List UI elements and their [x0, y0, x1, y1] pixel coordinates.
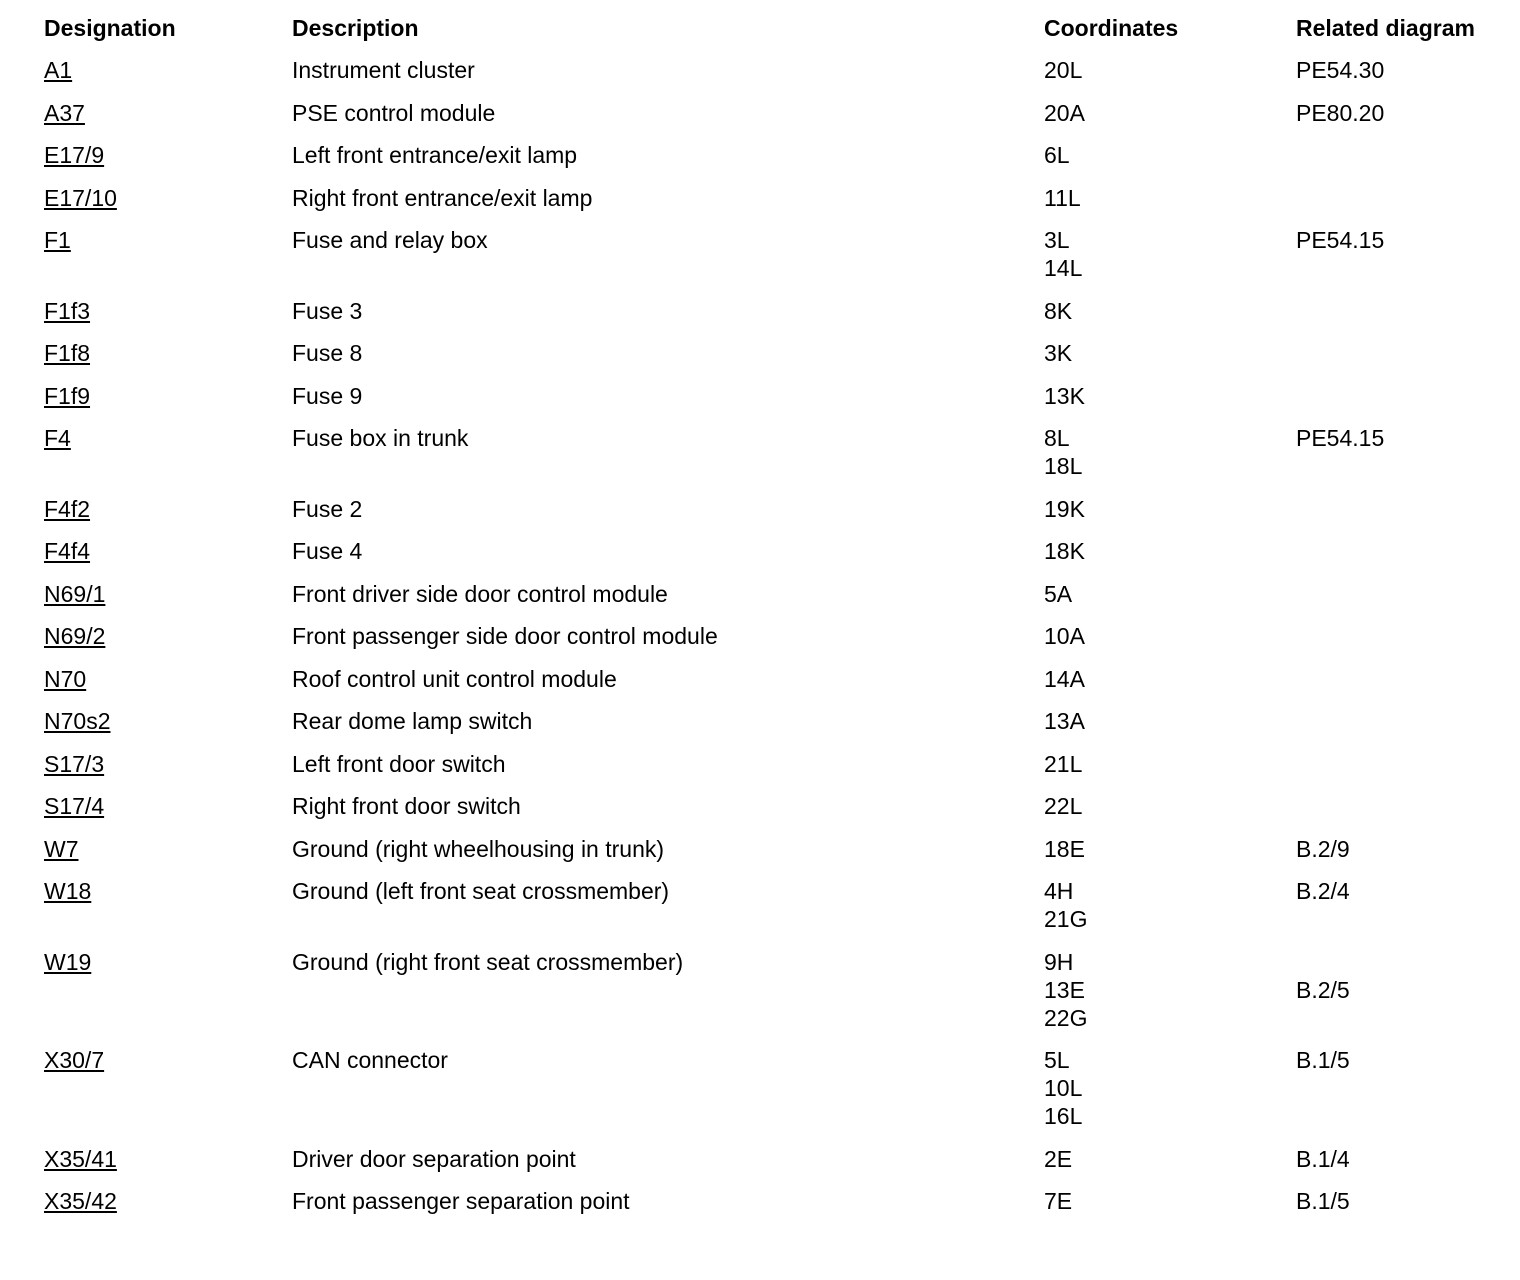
- designation-link[interactable]: X35/42: [44, 1188, 117, 1214]
- related-diagram-cell: [1296, 877, 1514, 948]
- description-cell: Ground (right front seat crossmember): [292, 948, 684, 975]
- related-diagram-cell: [1296, 339, 1514, 382]
- designation-cell: [44, 424, 292, 495]
- designation-link[interactable]: N69/1: [44, 580, 106, 607]
- related-diagram-value: [1296, 707, 1514, 735]
- coordinate-value: 22L: [1044, 793, 1083, 819]
- header-row: [44, 14, 1514, 56]
- related-diagram-value: [1296, 750, 1514, 778]
- designation-cell: [44, 226, 292, 297]
- related-diagram-value: [1296, 905, 1514, 933]
- designation-link[interactable]: A1: [44, 57, 73, 83]
- related-diagram-value: [1296, 622, 1514, 650]
- related-diagram-cell: [1296, 297, 1514, 340]
- designation-cell: [44, 948, 292, 1047]
- table-row: [44, 622, 1514, 665]
- related-diagram-value: B.1/4: [1296, 1145, 1350, 1172]
- related-diagram-cell: [1296, 424, 1514, 495]
- designation-link[interactable]: N69/2: [44, 623, 106, 649]
- coordinate-value: 20A: [1044, 99, 1085, 126]
- description-cell: Fuse 3: [292, 297, 363, 324]
- related-diagram-cell: [1296, 495, 1514, 538]
- coordinate-value: 18L: [1044, 453, 1083, 479]
- legend-body: [44, 56, 1514, 1230]
- coordinate-value: 4H: [1044, 878, 1074, 904]
- coordinates-cell: [1044, 707, 1296, 750]
- description-cell: Fuse and relay box: [292, 227, 488, 253]
- coordinate-value: 18K: [1044, 538, 1085, 564]
- related-diagram-cell: [1296, 1145, 1514, 1188]
- designation-link[interactable]: F4: [44, 425, 71, 451]
- table-row: [44, 297, 1514, 340]
- related-diagram-cell: [1296, 835, 1514, 878]
- description-cell: Left front door switch: [292, 750, 506, 777]
- related-diagram-cell: [1296, 141, 1514, 184]
- designation-cell: [44, 297, 292, 340]
- coordinate-value: 11L: [1044, 184, 1081, 211]
- description-cell: Front driver side door control module: [292, 580, 668, 607]
- coordinates-cell: [1044, 424, 1296, 495]
- coordinates-header: Coordinates: [1044, 15, 1179, 41]
- coordinate-value: 22G: [1044, 1004, 1088, 1031]
- designation-cell: [44, 580, 292, 623]
- coordinates-cell: [1044, 750, 1296, 793]
- designation-cell: [44, 56, 292, 99]
- designation-cell: [44, 339, 292, 382]
- coordinates-cell: [1044, 382, 1296, 425]
- coordinate-value: 18E: [1044, 835, 1085, 862]
- coordinate-value: 19K: [1044, 495, 1085, 522]
- designation-link[interactable]: F1f8: [44, 340, 91, 366]
- coordinate-value: 21G: [1044, 906, 1088, 932]
- designation-link[interactable]: F1: [44, 227, 71, 253]
- designation-cell: [44, 792, 292, 835]
- coordinates-cell: [1044, 877, 1296, 948]
- designation-cell: [44, 1145, 292, 1188]
- related-diagram-value: B.2/4: [1296, 878, 1350, 904]
- coordinates-cell: [1044, 537, 1296, 580]
- coordinate-value: 20L: [1044, 57, 1083, 83]
- designation-cell: [44, 537, 292, 580]
- designation-cell: [44, 750, 292, 793]
- related-diagram-cell: [1296, 580, 1514, 623]
- related-diagram-cell: [1296, 382, 1514, 425]
- description-cell: Fuse 8: [292, 340, 363, 366]
- related-diagram-value: [1296, 382, 1514, 410]
- related-diagram-value: [1296, 1102, 1514, 1130]
- related-diagram-value: PE54.15: [1296, 425, 1385, 451]
- related-diagram-value: [1296, 1004, 1514, 1032]
- description-cell: Right front entrance/exit lamp: [292, 184, 593, 211]
- description-cell: Ground (left front seat crossmember): [292, 878, 670, 904]
- designation-link[interactable]: F4f2: [44, 495, 91, 522]
- related-diagram-cell: [1296, 707, 1514, 750]
- related-diagram-value: PE80.20: [1296, 99, 1385, 126]
- table-row: [44, 792, 1514, 835]
- coordinate-value: 13A: [1044, 708, 1085, 734]
- designation-link[interactable]: N70: [44, 665, 87, 692]
- table-row: [44, 382, 1514, 425]
- table-row: [44, 707, 1514, 750]
- table-row: [44, 1046, 1514, 1145]
- coordinates-cell: [1044, 495, 1296, 538]
- related-diagram-cell: [1296, 750, 1514, 793]
- table-row: [44, 948, 1514, 1047]
- designation-cell: [44, 99, 292, 142]
- description-cell: Fuse 9: [292, 382, 363, 409]
- description-cell: Ground (right wheelhousing in trunk): [292, 835, 665, 862]
- designation-header: Designation: [44, 15, 176, 41]
- coordinates-cell: [1044, 339, 1296, 382]
- designation-cell: [44, 141, 292, 184]
- related-diagram-cell: [1296, 1187, 1514, 1230]
- table-row: [44, 339, 1514, 382]
- coordinates-cell: [1044, 1187, 1296, 1230]
- related-diagram-value: PE54.15: [1296, 227, 1385, 253]
- designation-link[interactable]: E17/10: [44, 184, 117, 211]
- coordinate-value: 14A: [1044, 665, 1085, 692]
- related-diagram-cell: [1296, 665, 1514, 708]
- related-diagram-value: [1296, 948, 1514, 976]
- description-header: Description: [292, 15, 419, 41]
- table-row: [44, 495, 1514, 538]
- designation-cell: [44, 665, 292, 708]
- coordinate-value: 16L: [1044, 1103, 1083, 1129]
- related-diagram-value: [1296, 141, 1514, 169]
- designation-link[interactable]: F1f3: [44, 297, 91, 324]
- coordinate-value: 9H: [1044, 948, 1074, 975]
- table-row: [44, 580, 1514, 623]
- table-row: [44, 877, 1514, 948]
- table-row: [44, 141, 1514, 184]
- coordinates-cell: [1044, 835, 1296, 878]
- table-row: [44, 424, 1514, 495]
- related-diagram-value: [1296, 339, 1514, 367]
- related-diagram-cell: [1296, 226, 1514, 297]
- related-diagram-value: PE54.30: [1296, 57, 1385, 83]
- related-diagram-value: [1296, 495, 1514, 523]
- coordinates-cell: [1044, 184, 1296, 227]
- table-row: [44, 184, 1514, 227]
- table-row: [44, 835, 1514, 878]
- description-cell: Instrument cluster: [292, 57, 475, 83]
- coordinate-value: 21L: [1044, 750, 1083, 777]
- designation-cell: [44, 1046, 292, 1145]
- designation-cell: [44, 495, 292, 538]
- coordinates-cell: [1044, 665, 1296, 708]
- coordinate-value: 7E: [1044, 1188, 1073, 1214]
- designation-cell: [44, 622, 292, 665]
- description-cell: Right front door switch: [292, 793, 521, 819]
- description-cell: CAN connector: [292, 1047, 448, 1073]
- related-diagram-value: [1296, 297, 1514, 325]
- related-diagram-cell: [1296, 622, 1514, 665]
- designation-cell: [44, 184, 292, 227]
- designation-cell: [44, 382, 292, 425]
- related-diagram-cell: [1296, 792, 1514, 835]
- description-cell: Rear dome lamp switch: [292, 708, 533, 734]
- coordinates-cell: [1044, 56, 1296, 99]
- description-cell: Fuse box in trunk: [292, 425, 469, 451]
- coordinate-value: 6L: [1044, 142, 1070, 168]
- coordinate-value: 8K: [1044, 297, 1073, 324]
- coordinates-cell: [1044, 297, 1296, 340]
- related-diagram-value: [1296, 184, 1514, 212]
- coordinate-value: 3L: [1044, 227, 1070, 253]
- table-row: [44, 226, 1514, 297]
- related-diagram-cell: [1296, 56, 1514, 99]
- designation-link[interactable]: F1f9: [44, 382, 91, 409]
- coordinates-cell: [1044, 948, 1296, 1047]
- coordinates-cell: [1044, 226, 1296, 297]
- designation-link[interactable]: N70s2: [44, 708, 111, 734]
- related-diagram-value: B.1/5: [1296, 1188, 1350, 1214]
- component-legend-table: [44, 14, 1514, 1230]
- related-diagram-value: B.1/5: [1296, 1047, 1350, 1073]
- related-diagram-cell: [1296, 184, 1514, 227]
- description-cell: PSE control module: [292, 99, 496, 126]
- coordinate-value: 10L: [1044, 1075, 1083, 1101]
- related-diagram-value: [1296, 1074, 1514, 1102]
- designation-link[interactable]: W7: [44, 835, 79, 862]
- related-diagram-cell: [1296, 1046, 1514, 1145]
- related-diagram-value: [1296, 537, 1514, 565]
- related-diagram-value: B.2/9: [1296, 835, 1350, 862]
- related-diagram-value: [1296, 792, 1514, 820]
- designation-link[interactable]: F4f4: [44, 538, 91, 564]
- designation-link[interactable]: W18: [44, 878, 92, 904]
- description-cell: Fuse 4: [292, 538, 363, 564]
- coordinate-value: 5L: [1044, 1047, 1070, 1073]
- related-diagram-header: Related diagram: [1296, 15, 1475, 41]
- related-diagram-cell: [1296, 99, 1514, 142]
- coordinate-value: 10A: [1044, 623, 1085, 649]
- table-row: [44, 665, 1514, 708]
- related-diagram-value: [1296, 580, 1514, 608]
- table-row: [44, 1145, 1514, 1188]
- coordinates-cell: [1044, 622, 1296, 665]
- coordinate-value: 13E: [1044, 976, 1085, 1003]
- related-diagram-value: [1296, 452, 1514, 480]
- coordinate-value: 14L: [1044, 255, 1083, 281]
- designation-link[interactable]: X30/7: [44, 1047, 105, 1073]
- designation-link[interactable]: X35/41: [44, 1145, 117, 1172]
- coordinates-cell: [1044, 1145, 1296, 1188]
- description-cell: Left front entrance/exit lamp: [292, 142, 578, 168]
- coordinate-value: 8L: [1044, 425, 1070, 451]
- description-cell: Driver door separation point: [292, 1145, 576, 1172]
- designation-cell: [44, 707, 292, 750]
- table-row: [44, 1187, 1514, 1230]
- designation-link[interactable]: S17/4: [44, 793, 105, 819]
- designation-link[interactable]: E17/9: [44, 142, 105, 168]
- table-row: [44, 56, 1514, 99]
- coordinates-cell: [1044, 1046, 1296, 1145]
- designation-cell: [44, 1187, 292, 1230]
- designation-link[interactable]: S17/3: [44, 750, 105, 777]
- description-cell: Front passenger separation point: [292, 1188, 630, 1214]
- table-row: [44, 99, 1514, 142]
- coordinates-cell: [1044, 141, 1296, 184]
- related-diagram-cell: [1296, 537, 1514, 580]
- description-cell: Roof control unit control module: [292, 665, 617, 692]
- designation-cell: [44, 877, 292, 948]
- table-row: [44, 750, 1514, 793]
- designation-cell: [44, 835, 292, 878]
- description-cell: Fuse 2: [292, 495, 363, 522]
- related-diagram-value: [1296, 665, 1514, 693]
- coordinates-cell: [1044, 580, 1296, 623]
- related-diagram-value: B.2/5: [1296, 976, 1350, 1003]
- coordinate-value: 13K: [1044, 382, 1085, 409]
- coordinates-cell: [1044, 99, 1296, 142]
- coordinate-value: 5A: [1044, 580, 1073, 607]
- coordinates-cell: [1044, 792, 1296, 835]
- coordinate-value: 2E: [1044, 1145, 1073, 1172]
- coordinate-value: 3K: [1044, 340, 1073, 366]
- related-diagram-value: [1296, 254, 1514, 282]
- designation-link[interactable]: W19: [44, 948, 92, 975]
- designation-link[interactable]: A37: [44, 99, 85, 126]
- description-cell: Front passenger side door control module: [292, 623, 718, 649]
- table-row: [44, 537, 1514, 580]
- related-diagram-cell: [1296, 948, 1514, 1047]
